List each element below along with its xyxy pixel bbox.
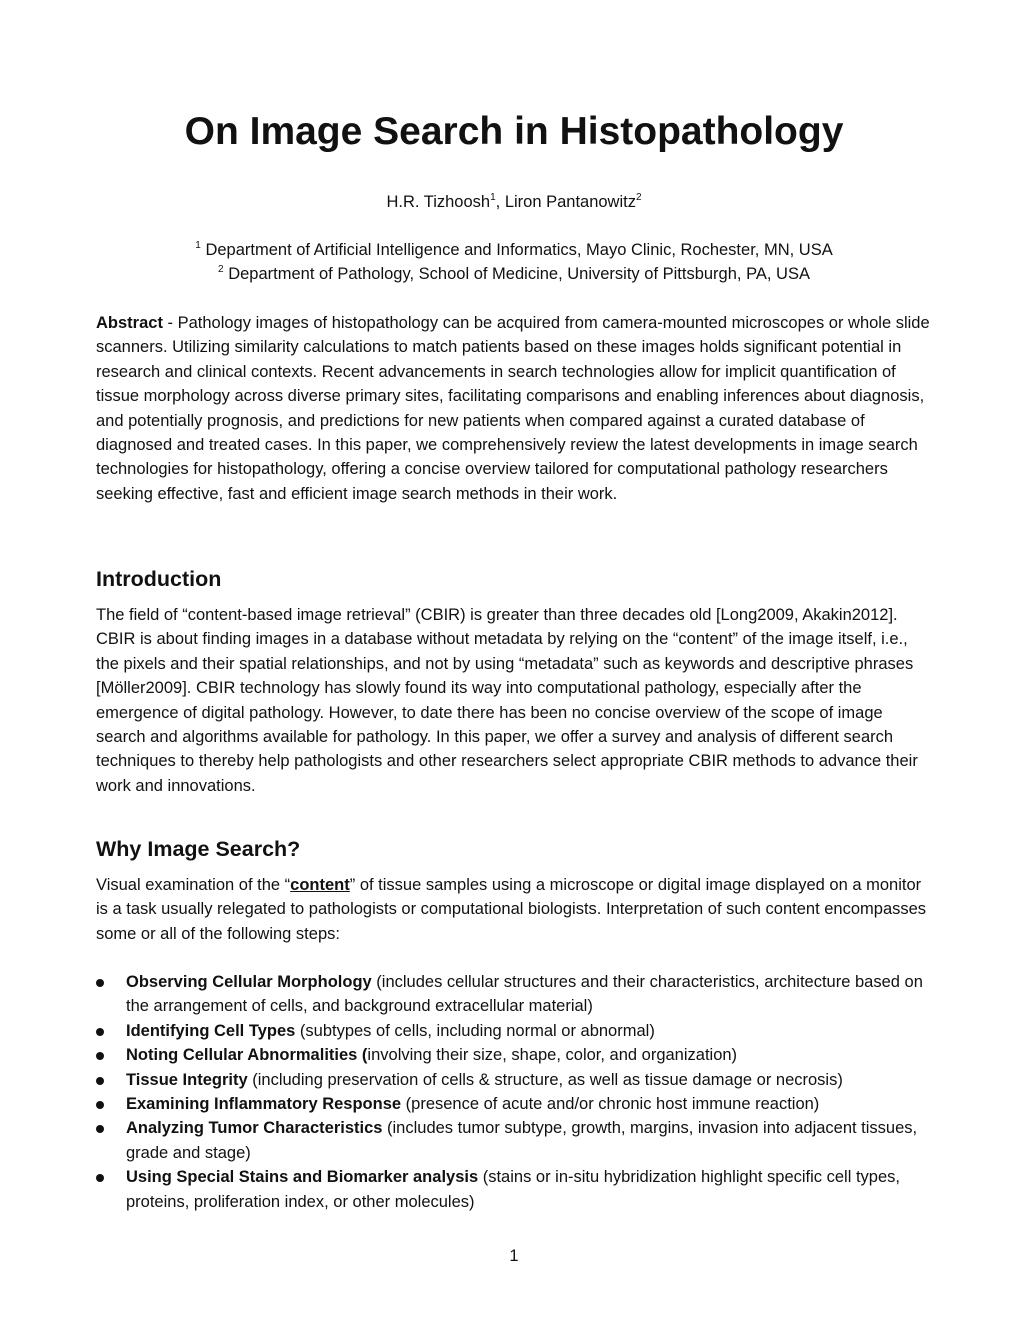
affiliation-mark: 1: [195, 240, 201, 251]
bullet-icon: [96, 1052, 104, 1060]
bullet-icon: [96, 1077, 104, 1085]
list-item: [96, 1165, 932, 1214]
paper-title: On Image Search in Histopathology: [184, 110, 844, 153]
list-item: [96, 970, 932, 1019]
affiliation-text: Department of Pathology, School of Medicine, University of Pittsburgh, PA, USA: [228, 265, 810, 283]
abstract: [96, 311, 932, 506]
affiliation: [96, 262, 932, 286]
list-item-text: (subtypes of cells, including normal or abnormal): [295, 1021, 655, 1040]
introduction-paragraph: The field of “content-based image retrieval” (CBIR) is greater than three decades old [Long2009, Akakin2012]. CBIR is about finding images in a database without metadata by relying on the “content” of the image itself, i.e., the pixels and their spatial relationships, and not by using “metadata” such as keywords and descriptive phrases [Möller2009]. CBIR technology has slowly found its way into computational pathology, especially after the emergence of digital pathology. However, to date there has been no concise overview of the scope of image search and algorithms available for pathology. In this paper, we offer a survey and analysis of different search techniques to thereby help pathologists and other researchers select appropriate CBIR methods to advance their work and innovations.: [96, 606, 918, 795]
bullet-icon: [96, 1101, 104, 1109]
list-item: [96, 1116, 932, 1165]
author-name: Liron Pantanowitz: [504, 193, 636, 211]
list-item: [96, 1068, 932, 1092]
why-image-search-heading: Why Image Search?: [96, 837, 301, 861]
list-item-text: involving their size, shape, color, and organization): [367, 1046, 738, 1065]
affiliation-mark: 2: [635, 192, 642, 203]
page-number: 1: [509, 1247, 519, 1265]
list-item-term: Analyzing Tumor Characteristics: [126, 1119, 383, 1138]
bullet-icon: [96, 979, 104, 987]
list-item-term: Identifying Cell Types: [126, 1021, 296, 1040]
list-item-text: (presence of acute and/or chronic host immune reaction): [401, 1095, 820, 1114]
interpretation-steps-list: [96, 970, 932, 1214]
paragraph-text: ” of tissue samples using a microscope or digital image displayed on a monitor is a task usually relegated to pathologists or computational biologists. Interpretation of such content encompasses some or all of the following steps:: [96, 876, 927, 943]
bullet-icon: [96, 1028, 104, 1036]
bullet-icon: [96, 1174, 104, 1182]
why-image-search-paragraph: [96, 873, 932, 946]
author-line: [96, 190, 932, 214]
author-separator: ,: [495, 193, 505, 211]
affiliation-text: Department of Artificial Intelligence and Informatics, Mayo Clinic, Rochester, MN, USA: [205, 241, 833, 259]
bullet-icon: [96, 1125, 104, 1133]
list-item: [96, 1092, 932, 1116]
list-item-term: Using Special Stains and Biomarker analysis: [126, 1168, 479, 1187]
list-item-term: Examining Inflammatory Response: [126, 1095, 402, 1114]
affiliations: [96, 238, 932, 286]
list-item-text: (includes cellular structures and their characteristics, architecture based on the arrangement of cells, and background extracellular material): [126, 973, 923, 1016]
author-name: H.R. Tizhoosh: [386, 193, 491, 211]
list-item-text: (stains or in-situ hybridization highlight specific cell types, proteins, proliferation index, or other molecules): [126, 1168, 900, 1211]
list-item-text: (includes tumor subtype, growth, margins, invasion into adjacent tissues, grade and stage): [126, 1119, 918, 1162]
abstract-label: Abstract: [96, 314, 163, 332]
paragraph-text: Visual examination of the “: [96, 876, 291, 894]
affiliation-mark: 1: [490, 192, 496, 203]
emphasized-word: content: [290, 876, 350, 894]
affiliation-mark: 2: [218, 264, 224, 275]
introduction-heading: Introduction: [96, 567, 222, 591]
list-item: [96, 1043, 932, 1067]
list-item-term: Observing Cellular Morphology: [126, 973, 372, 991]
list-item-term: Tissue Integrity: [126, 1070, 248, 1089]
list-item: [96, 1019, 932, 1043]
list-item-text: (including preservation of cells & structure, as well as tissue damage or necrosis): [247, 1070, 843, 1089]
abstract-text: - Pathology images of histopathology can be acquired from camera-mounted microscopes or whole slide scanners. Utilizing similarity calculations to match patients based on these images holds significant potential in research and clinical contexts. Recent advancements in search technologies allow for implicit quantification of tissue morphology across diverse primary sites, facilitating comparisons and enabling inferences about diagnosis, and potentially prognosis, and predictions for new patients when compared against a curated database of diagnosed and treated cases. In this paper, we comprehensively review the latest developments in image search technologies for histopathology, offering a concise overview tailored for computational pathology researchers seeking effective, fast and efficient image search methods in their work.: [96, 314, 930, 503]
affiliation: [96, 238, 932, 262]
list-item-term: Noting Cellular Abnormalities (: [126, 1046, 368, 1065]
